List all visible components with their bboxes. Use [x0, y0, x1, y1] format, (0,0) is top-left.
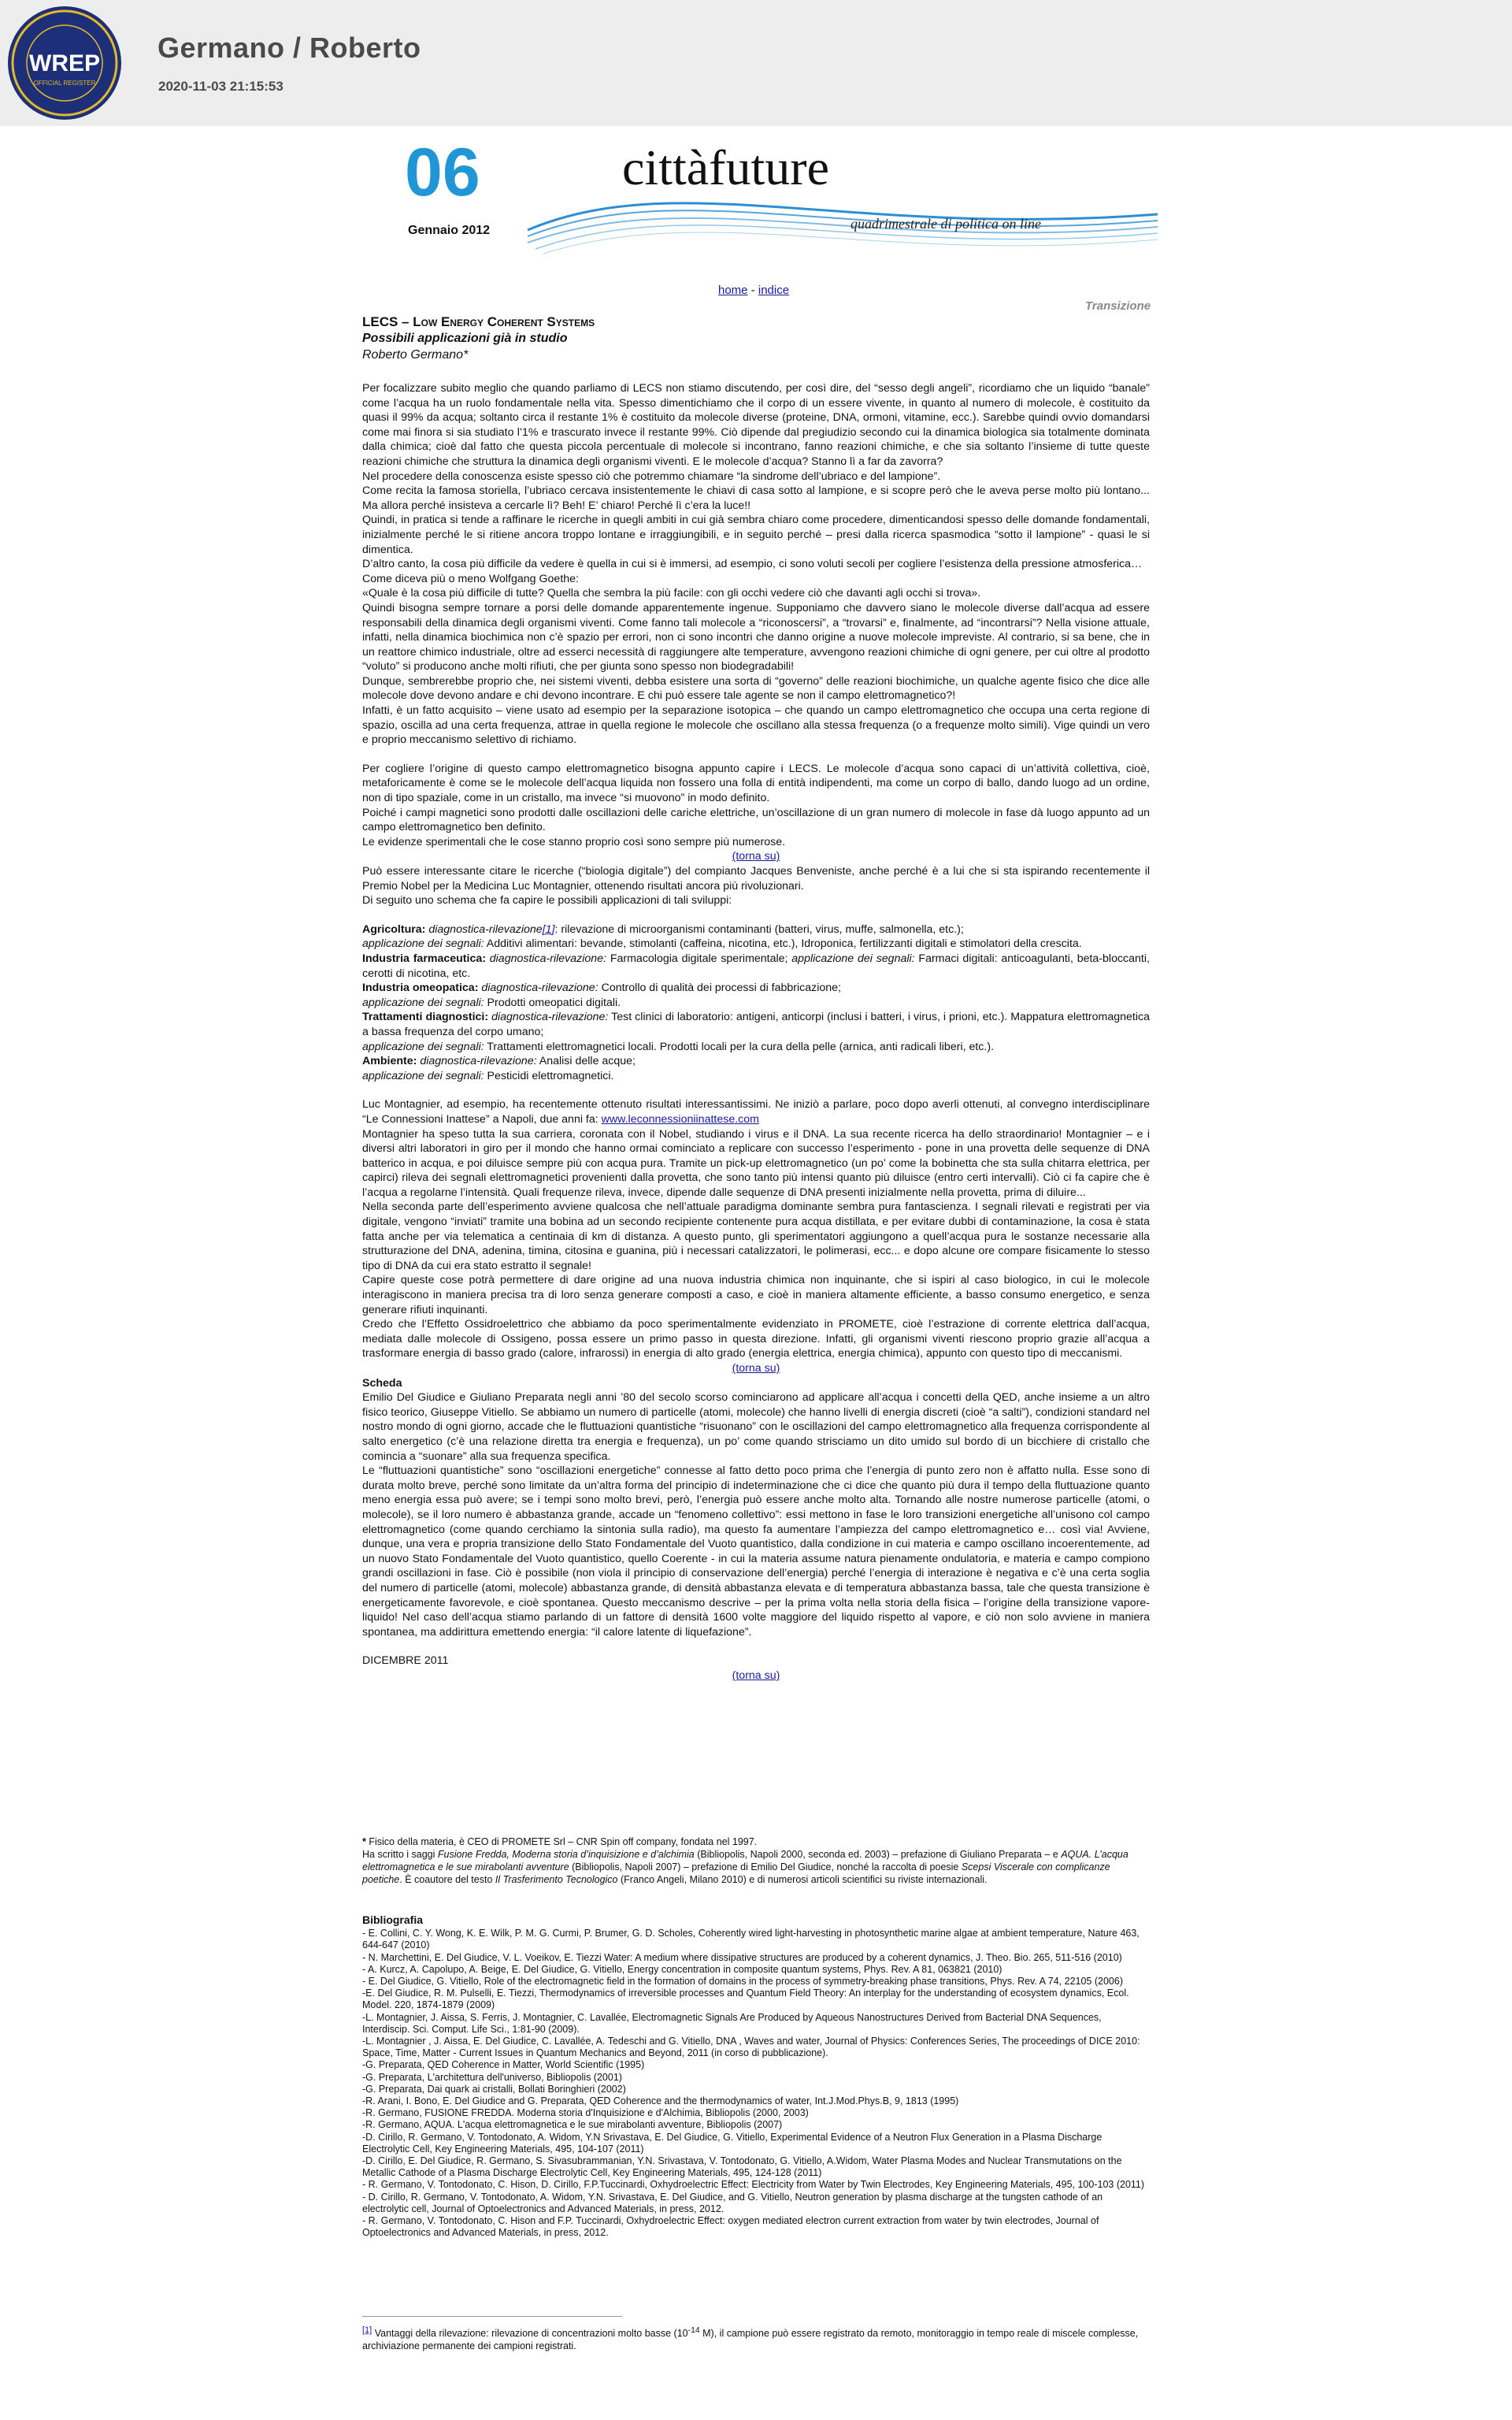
bibliography-entry: -R. Germano, FUSIONE FREDDA. Moderna storia d'Inquisizione e d'Alchimia, Bibliopolis (2000, 2003): [362, 2107, 809, 2119]
paragraph: Per focalizzare subito meglio che quando parliamo di LECS non stiamo discutendo, per così dire, del “sesso degli angeli”, ricordiamo che un liquido “banale” come l’acqua ha un ruolo fondamentale nella vita. Spesso dimentichiamo che il corpo di un essere vivente, in quanto al numero di molecole, è costituito da quasi il 99% da acqua; soltanto circa il restante 1% è costituito da molecole diverse (proteine, DNA, ormoni, vitamine, ecc.). Sarebbe quindi ovvio domandarsi come mai finora si sia studiato l’1% e trascurato invece il restante 99%. Ciò dipende dal pregiudizio secondo cui la dinamica biologica sia totalmente dominata dalla chimica; cioè dal fatto che questa piccola percentuale di molecole si incontrano, fanno reazioni chimiche, e che sia soltanto l’insieme di tutte queste reazioni chimiche che struttura la dinamica degli organismi viventi. E le molecole d’acqua? Stanno lì a far da zavorra?: [362, 382, 1150, 468]
bibliography-entry: -D. Cirillo, E. Del Giudice, R. Germano, S. Sivasubrammanian, Y.N. Srivastava, V. Tontodonato, G. Vitiello, A.Widom, Water Plasma Modes and Nuclear Transmutations on the Metallic Cathode of a Plasma Discharge Electrolytic Cell, Key Engineering Materials, 495, 124-128 (2011): [362, 2155, 1122, 2179]
nav-links: [718, 284, 789, 297]
paragraph: Quindi bisogna sempre tornare a porsi delle domande apparentemente ingenue. Supponiamo che davvero siano le molecole diverse dall’acqua ad essere responsabili della dinamica degli organismi viventi. Come fanno tali molecole a “riconoscersi”, a “trovarsi” e, finalmente, ad “incontrarsi”? Nella visione attuale, infatti, nella dinamica biochimica non c’è spazio per errori, non ci sono incontri che danno origine a nuove molecole impreviste. Al contrario, si sa bene, che in un reattore chimico industriale, oltre ad esserci necessità di raggiungere alte temperature, avvengono reazioni chimiche di ogni genere, per cui oltre al prodotto “voluto” si producono anche molti rifiuti, che per giunta sono spesso non biodegradabili!: [362, 601, 1150, 674]
bibliography-entry: - A. Kurcz, A. Capolupo, A. Beige, E. Del Giudice, G. Vitiello, Energy concentration in composite quantum systems, Phys. Rev. A 81, 063821 (2010): [362, 1963, 1002, 1975]
website-link[interactable]: www.leconnessioniinattese.com: [601, 1112, 759, 1126]
bibliography-entry: - D. Cirillo, R. Germano, V. Tontodonato, A. Widom, Y.N. Srivastava, E. Del Giudice, and G. Vitiello, Neutron generation by plasma discharge at the tungsten cathode of an electrolytic cell, Journal of Optoelectronics and Advanced Materials, in press, 2012.: [362, 2191, 1103, 2214]
paragraph: Credo che l’Effetto Ossidroelettrico che abbiamo da poco sperimentalmente evidenziato in PROMETE, cioè l’estrazione di corrente elettrica dall’acqua, mediata dalle molecole di Ossigeno, possa essere un primo passo in questa direzione. Infatti, gli organismi viventi riescono proprio grazie all’acqua a trasformare energia di basso grado (calore, infrarossi) in energia di alto grado (energia elettrica, energia chimica), appunto con questo tipo di meccanismi.: [362, 1318, 1150, 1360]
application-omeopatica: Industria omeopatica: diagnostica-rilevazione: Controllo di qualità dei processi di fabbricazione; applicazione dei segnali: Prodotti omeopatici digitali.: [362, 982, 841, 1009]
wrep-logo: [6, 5, 123, 121]
paragraph: Le evidenze sperimentali che le cose stanno proprio così sono sempre più numerose.: [362, 835, 786, 848]
paragraph: Come recita la famosa storiella, l’ubriaco cercava insistentemente le chiavi di casa sotto al lampione, e si scopre però che le aveva perse molto più lontano... Ma allora perché insisteva a cercarle lì? Beh! E’ chiaro! Perché lì c’era la luce!!: [362, 484, 1150, 512]
bibliography-entry: - E. Del Giudice, G. Vitiello, Role of the electromagnetic field in the formation of domains in the process of symmetry-breaking phase transitions, Phys. Rev. A 74, 22105 (2006): [362, 1976, 1123, 1988]
bibliography-entry: -E. Del Giudice, R. M. Pulselli, E. Tiezzi, Thermodynamics of irreversible processes and Quantum Field Theory: An interplay for the understanding of ecosystem dynamics, Ecol. Model. 220, 1874-1879 (2009): [362, 1988, 1129, 2011]
masthead-tagline: quadrimestrale di politica on line: [850, 216, 1041, 232]
bibliography-entry: -R. Arani, I. Bono, E. Del Giudice and G. Preparata, QED Coherence and the thermodynamics of water, Int.J.Mod.Phys.B, 9, 1813 (1995): [362, 2095, 959, 2107]
article-subtitle: Possibili applicazioni già in studio: [362, 332, 568, 345]
paragraph: Come diceva più o meno Wolfgang Goethe:: [362, 572, 579, 585]
footnote-divider: [362, 2316, 622, 2317]
author-footnote: * Fisico della materia, è CEO di PROMETE Srl – CNR Spin off company, fondata nel 1997. Ha scritto i saggi Fusione Fredda, Moderna storia d’inquisizione e d’alchimia (Bibliopolis, Napoli 2000, seconda ed. 2003) – prefazione di Giuliano Preparata – e AQUA. L’acqua elettromagnetica e le sue mirabolanti avventure (Bibliopolis, Napoli 2007) – prefazione di Emilio Del Giudice, nonché la raccolta di poesie Scepsi Viscerale con complicanze poetiche. È coautore del testo Il Trasferimento Tecnologico (Franco Angeli, Milano 2010) e di numerosi articoli scientifici su riviste internazionali.: [362, 1836, 1128, 1885]
paragraph: Luc Montagnier, ad esempio, ha recentemente ottenuto risultati interessantissimi. Ne iniziò a parlare, poco dopo averli ottenuti, al convegno interdisciplinare “Le Connessioni Inattese” a Napoli, due anni fa: www.leconnessioniinattese.com: [362, 1098, 1150, 1126]
paragraph: Le “fluttuazioni quantistiche” sono “oscillazioni energetiche” connesse al fatto detto poco prima che l’energia di punto zero non è affatto nulla. Esse sono di durata molto breve, perché sono limitate da un’altra forma del principio di indeterminazione che ci dice che quanto più dura il tempo della fluttuazione quanto meno energia essa può avere; se i tempi sono molto brevi, però, l’energia può essere anche molto alta. Tornando alle nostre numerose particelle (atomi, o molecole), se il loro numero è abbastanza grande, accade un “fenomeno collettivo”: essi mettono in fase le loro transizioni energetiche all’unisono col campo elettromagnetico (come quando cerchiamo la sintonia sulla radio), ma questo fa aumentare l’ampiezza del campo elettromagnetico e… così via! Avviene, dunque, una vera e propria transizione dello Stato Fondamentale del Vuoto quantistico, dalla condizione in cui materia e campo oscillano incoerentemente, ad un nuovo Stato Fondamentale del Vuoto quantistico, quello Coerente - in cui la materia assume natura pienamente ondulatoria, e materia e campo compiono grandi oscillazioni in fase. Ciò è possibile (non viola il principio di conservazione dell’energia) perché l’energia di interazione è negativa e c’è una certa soglia del numero di particelle (atomi, molecole) abbastanza grande, di densità abbastanza elevata e di temperatura abbastanza bassa, tale che questa transizione è energeticamente favorevole, e cioè spontanea. Questo meccanismo descrive – per la prima volta nella storia della fisica – l’origine della transizione vapore-liquido! Nel caso dell’acqua stiamo parlando di un fattore di densità 1600 volte maggiore del liquido rispetto al vapore, e ciò non solo avviene in maniera spontanea, ma addirittura emettendo energia: “il calore latente di liquefazione”.: [362, 1464, 1150, 1639]
issue-date: Gennaio 2012: [408, 224, 491, 237]
home-link[interactable]: home: [718, 284, 748, 297]
paragraph: Nella seconda parte dell’esperimento avviene qualcosa che nell’attuale paradigma dominante sembra pura fantascienza. I segnali rilevati e registrati per via digitale, vengono “inviati” tramite una bobina ad un secondo recipiente contenente pura acqua distillata, e per evitare dubbi di contaminazione, la cosa è stata fatta anche per via telematica a centinaia di km di distanza. A questo punto, gli sperimentatori aggiungono a quell’acqua pura le sostanze necessarie alla strutturazione del DNA, adenina, timina, citosina e guanina, più i necessari catalizzatori, le polimerasi, ecc... e dopo alcune ore compare fisicamente lo stesso tipo di DNA da cui era stato estratto il segnale!: [362, 1201, 1150, 1272]
entry-header: [0, 0, 1512, 126]
back-to-top-link[interactable]: (torna su): [732, 850, 780, 863]
issue-number: 06: [405, 135, 480, 210]
article-author: Roberto Germano*: [362, 348, 469, 362]
paragraph: Infatti, è un fatto acquisito – viene usato ad esempio per la separazione isotopica – che quando un campo elettromagnetico che occupa una certa regione di spazio, oscilla ad una certa frequenza, attrae in quella regione le molecole che oscillano alla stessa frequenza (o a frequenze molto simili). Vige quindi un vero e proprio meccanismo selettivo di richiamo.: [362, 704, 1150, 747]
article-header: [362, 314, 914, 363]
bibliography-entry: - R. Germano, V. Tontodonato, C. Hison and F.P. Tuccinardi, Oxhydroelectric Effect: oxygen mediated electron current extraction from water by twin electrodes, Journal of Optoelectronics and Advanced Materials, in press, 2012.: [362, 2215, 1099, 2239]
application-farmaceutica: Industria farmaceutica: diagnostica-rilevazione: Farmacologia digitale sperimentale; applicazione dei segnali: Farmaci digitali: anticoagulanti, beta-bloccanti, cerotti di nicotina, etc.: [362, 952, 1150, 980]
bibliography-entry: - R. Germano, V. Tontodonato, C. Hison, D. Cirillo, F.P.Tuccinardi, Oxhydroelectric Effect: Electricity from Water by Twin Electrodes, Key Engineering Materials, 495, 100-103 (2011): [362, 2179, 1145, 2191]
paragraph: Di seguito uno schema che fa capire le possibili applicazioni di tali sviluppi:: [362, 894, 732, 908]
bibliography-entry: -G. Preparata, L'architettura dell'universo, Bibliopolis (2001): [362, 2071, 622, 2083]
scheda-heading: Scheda: [362, 1376, 402, 1390]
bibliography-entry: -D. Cirillo, R. Germano, V. Tontodonato, A. Widom, Y.N Srivastava, E. Del Giudice, G. Vitiello, Experimental Evidence of a Neutron Flux Generation in a Plasma Discharge Electrolytic Cell, Key Engineering Materials, 495, 104-107 (2011): [362, 2131, 1102, 2155]
footnote-1: [1] Vantaggi della rilevazione: rilevazione di concentrazioni molto basse ($10^{-14}$ M), il campione può essere registrato da remoto, monitoraggio in tempo reale di miscele complesse, archiviazione permanente dei campioni registrati.: [362, 2325, 1139, 2352]
application-agricoltura: Agricoltura: diagnostica-rilevazione[1]: rilevazione di microorganismi contaminanti (batteri, virus, muffe, salmonella, etc.); applicazione dei segnali: Additivi alimentari: bevande, stimolanti (caffeina, nicotina, etc.), Idroponica, fertilizzanti digitali e stimolatori della crescita.: [362, 922, 1082, 951]
article-title: LECS – Low Energy Coherent Systems: [362, 314, 595, 329]
paragraph: Montagnier ha speso tutta la sua carriera, coronata con il Nobel, studiando i virus e il DNA. La sua recente ricerca ha dello straordinario! Montagnier – e i diversi altri laboratori in giro per il mondo che hanno ormai cominciato a replicare con successo l’esperimento - pone in una provetta delle sequenze di DNA batterico in acqua, e poi diluisce sempre più con acqua pura. Tramite un pick-up elettromagnetico (un po’ come la bobinetta che sta sulla chitarra elettrica, per capirci) rileva dei segnali elettromagnetici provenienti dalla provetta, che sono tanto più intensi quanto più diluisce (entro certi intervalli). Ciò ci fa capire che è l’acqua a regolarne l’intensità. Quali frequenze rileva, invece, dipende dalle sequenze di DNA presenti inizialmente nella provetta, prima di diluire...: [362, 1127, 1150, 1199]
logo-subtext: OFFICIAL REGISTER: [33, 80, 96, 87]
bibliography-entry: -R. Germano, AQUA. L'acqua elettromagnetica e le sue mirabolanti avventure, Bibliopolis (2007): [362, 2119, 783, 2131]
masthead-name: cittàfuture: [622, 139, 829, 195]
masthead-logo: [520, 135, 1166, 269]
paragraph: Poiché i campi magnetici sono prodotti dalle oscillazioni delle cariche elettriche, un’oscillazione di un gran numero di molecole in fase dà luogo appunto ad un campo elettromagnetico ben definito.: [362, 806, 1150, 834]
article-body: [362, 381, 1150, 1683]
goethe-quote: «Quale è la cosa più difficile di tutte? Quella che sembra la più facile: con gli occhi vedere ciò che davanti agli occhi si trova».: [362, 587, 981, 600]
application-ambiente: Ambiente: diagnostica-rilevazione: Analisi delle acque; applicazione dei segnali: Pesticidi elettromagnetici.: [362, 1055, 636, 1082]
nav-separator: -: [747, 284, 758, 297]
footnote-backref-link[interactable]: [1]: [362, 2325, 372, 2335]
paragraph: Quindi, in pratica si tende a raffinare le ricerche in quegli ambiti in cui già sembra chiaro come procedere, dimenticandosi spesso delle domande fondamentali, inizialmente perché le si ritiene ancora troppo lontane e irraggiungibili, e in seguito perché – presi dalla ricerca spasmodica “sotto il lampione” - quasi le si dimentica.: [362, 514, 1150, 556]
back-to-top-link[interactable]: (torna su): [732, 1362, 780, 1375]
paragraph: Può essere interessante citare le ricerche (“biologia digitale”) del compianto Jacques Benveniste, anche perché è a lui che si sta ispirando recentemente il Premio Nobel per la Medicina Luc Montagnier, ottenendo risultati ancora più rivoluzionari.: [362, 865, 1150, 893]
bibliography-heading: Bibliografia: [362, 1913, 424, 1926]
bibliography-entry: -G. Preparata, Dai quark ai cristalli, Bollati Boringhieri (2002): [362, 2083, 626, 2095]
logo-text: WREP: [29, 50, 100, 76]
entry-title: Germano / Roberto: [158, 32, 421, 64]
article-date: DICEMBRE 2011: [362, 1654, 449, 1668]
footnote-ref-link[interactable]: [1]: [542, 922, 555, 936]
paragraph: D’altro canto, la cosa più difficile da vedere è quella in cui si è immersi, ad esempio, ci sono voluti secoli per cogliere l’esistenza della pressione atmosferica…: [362, 558, 1143, 571]
bibliography-entry: - N. Marchettini, E. Del Giudice, V. L. Voeikov, E. Tiezzi Water: A medium where dissipative structures are produced by a coherent dynamics, J. Theo. Bio. 265, 511-516 (2010): [362, 1951, 1122, 1963]
back-to-top-link[interactable]: (torna su): [732, 1668, 780, 1682]
paragraph: Per cogliere l’origine di questo campo elettromagnetico bisogna appunto capire i LECS. Le molecole d’acqua sono capaci di un’attività collettiva, cioè, metaforicamente è come se le molecole dell’acqua liquida non fossero una folla di entità indipendenti, ma come un corpo di ballo, dando luogo ad un ordine, non di tipo spaziale, come in un cristallo, ma invece “si muovono” in modo definito.: [362, 762, 1150, 805]
paragraph: Nel procedere della conoscenza esiste spesso ciò che potremmo chiamare “la sindrome dell’ubriaco e del lampione”.: [362, 470, 941, 483]
paragraph: Emilio Del Giudice e Giuliano Preparata negli anni ’80 del secolo scorso cominciarono ad applicare all’acqua i concetti della QED, anche insieme a un altro fisico teorico, Giuseppe Vitiello. Se abbiamo un numero di particelle (atomi, molecole) che hanno livelli di energia discreti (cioè “a salti”), condizioni standard nel nostro mondo di ogni giorno, accade che le fluttuazioni quantistiche “risuonano” con le oscillazioni del campo elettromagnetico alla frequenza corrispondente al salto energetico (c’è una relazione diretta tra energia e frequenza), un po’ come quando strisciamo un dito umido sul bordo di un bicchiere di cristallo che comincia a “suonare” alla sua frequenza specifica.: [362, 1391, 1150, 1463]
paragraph: Dunque, sembrerebbe proprio che, nei sistemi viventi, debba esistere una sorta di “governo” delle reazioni biochimiche, un qualche agente fisico che dice alle molecole dove devono andare e chi devono incontrare. E chi può essere tale agente se non il campo elettromagnetico?!: [362, 674, 1150, 703]
paragraph: Capire queste cose potrà permettere di dare origine ad una nuova industria chimica non inquinante, che si ispiri al caso biologico, in cui le molecole interagiscono in maniera precisa tra di loro senza generare composti a caso, e cioè in maniera altamente efficiente, a basso consumo energetico, e senza generare rifiuti inquinanti.: [362, 1274, 1150, 1316]
bibliography-entry: -L. Montagnier, J. Aissa, S. Ferris, J. Montagnier, C. Lavallée, Electromagnetic Signals Are Produced by Aqueous Nanostructures Derived from Bacterial DNA Sequences, Interdiscip. Sci. Comput. Life Sci., 1:81-90 (2009).: [362, 2011, 1102, 2035]
bibliography-entry: - E. Collini, C. Y. Wong, K. E. Wilk, P. M. G. Curmi, P. Brumer, G. D. Scholes, Coherently wired light-harvesting in photosynthetic marine algae at ambient temperature, Nature 463, 644-647 (2010): [362, 1928, 1140, 1951]
bibliography: [362, 1914, 1150, 2239]
bibliography-entry: -G. Preparata, QED Coherence in Matter, World Scientific (1995): [362, 2059, 645, 2071]
section-label: Transizione: [1085, 299, 1151, 313]
bibliography-entry: -L. Montagnier , J. Aissa, E. Del Giudice, C. Lavallée, A. Tedeschi and G. Vitiello, DNA , Waves and water, Journal of Physics: Conferences Series, The proceedings of DICE 2010: Space, Time, Matter - Current Issues in Quantum Mechanics and Beyond, 2011 (in corso di pubblicazione).: [362, 2036, 1140, 2059]
index-link[interactable]: indice: [758, 284, 790, 297]
entry-timestamp: 2020-11-03 21:15:53: [158, 79, 284, 94]
application-trattamenti: Trattamenti diagnostici: diagnostica-rilevazione: Test clinici di laboratorio: antigeni, anticorpi (inclusi i batteri, i virus, i prioni, etc.). Mappatura elettromagnetica a bassa frequenza del corpo umano; applicazione dei segnali: Trattamenti elettromagnetici locali. Prodotti locali per la cura della pelle (arnica, anti radicali liberi, etc.).: [362, 1011, 1150, 1053]
